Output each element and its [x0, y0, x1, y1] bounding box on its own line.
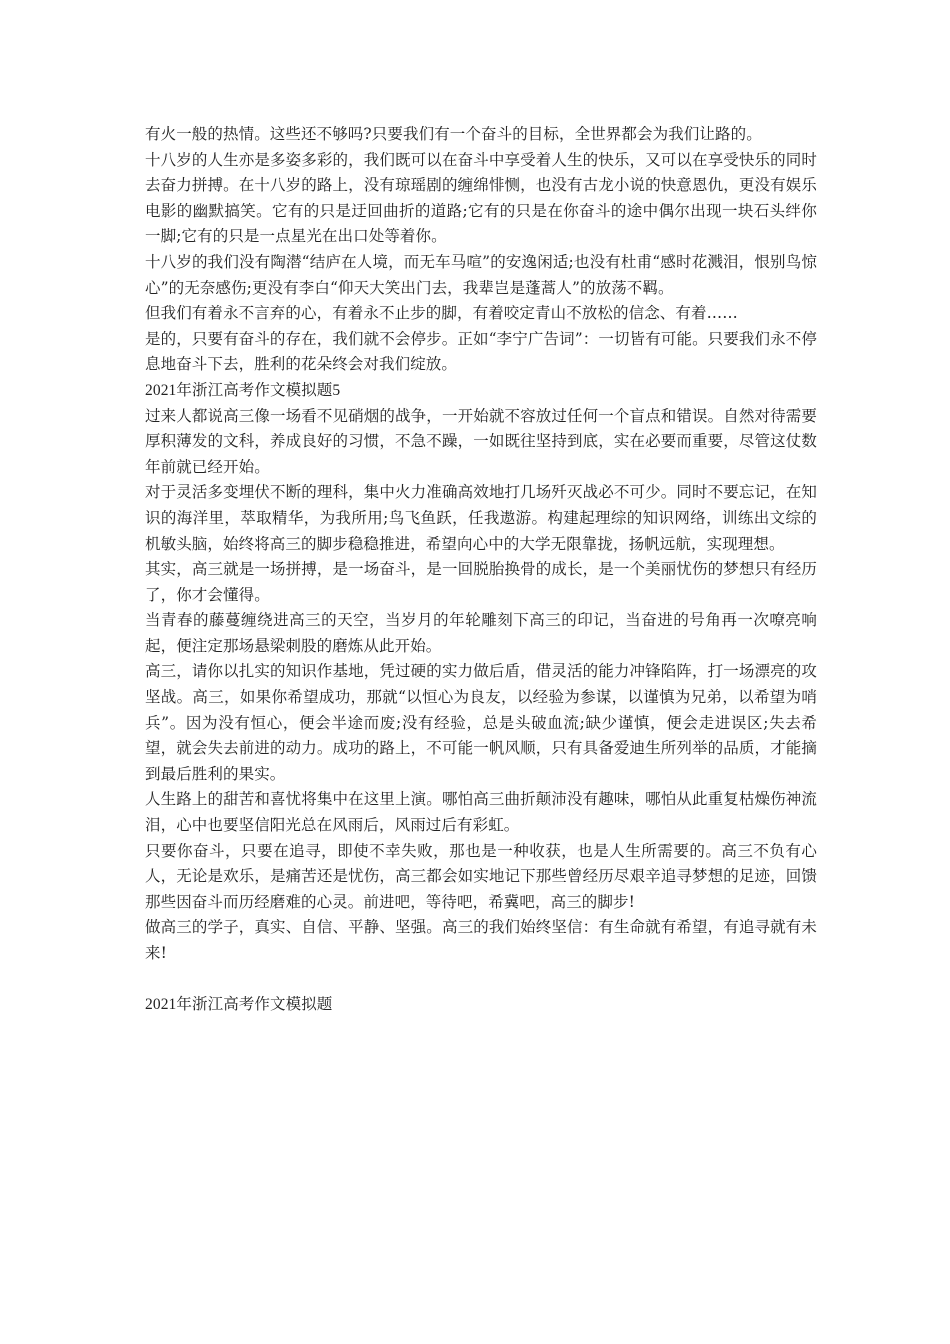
paragraph: 是的，只要有奋斗的存在，我们就不会停步。正如“李宁广告词”：一切皆有可能。只要我们永不停息地奋斗下去，胜利的花朵终会对我们绽放。	[145, 329, 817, 374]
paragraph: 其实，高三就是一场拼搏，是一场奋斗，是一回脱胎换骨的成长，是一个美丽忧伤的梦想只有经历了，你才会懂得。	[145, 560, 817, 604]
paragraph: 对于灵活多变埋伏不断的理科，集中火力准确高效地打几场歼灭战必不可少。同时不要忘记，在知识的海洋里，萃取精华，为我所用;鸟飞鱼跃，任我遨游。构建起理综的知识网络，训练出文综的机敏头脑，始终将高三的脚步稳稳推进，希望向心中的大学无限靠拢，扬帆远航，实现理想。	[145, 483, 817, 553]
paragraph: 过来人都说高三像一场看不见硝烟的战争，一开始就不容放过任何一个盲点和错误。自然对待需要厚积薄发的文科，养成良好的习惯，不急不躁，一如既往坚持到底，实在必要而重要，尽管这仗数年前就已经开始。	[145, 406, 817, 476]
paragraph: 做高三的学子，真实、自信、平静、坚强。高三的我们始终坚信：有生命就有希望，有追寻就有未来!	[145, 918, 817, 962]
paragraph: 高三，请你以扎实的知识作基地，凭过硬的实力做后盾，借灵活的能力冲锋陷阵，打一场漂亮的攻坚战。高三，如果你希望成功，那就“以恒心为良友，以经验为参谋，以谨慎为兄弟，以希望为哨兵”。因为没有恒心，便会半途而废;没有经验，总是头破血流;缺少谨慎，便会走进误区;失去希望，就会失去前进的动力。成功的路上，不可能一帆风顺，只有具备爱迪生所列举的品质，才能摘到最后胜利的果实。	[145, 662, 817, 783]
paragraph: 有火一般的热情。这些还不够吗?只要我们有一个奋斗的目标，全世界都会为我们让路的。	[145, 125, 762, 143]
paragraph: 人生路上的甜苦和喜忧将集中在这里上演。哪怕高三曲折颠沛没有趣味，哪怕从此重复枯燥伤神流泪，心中也要坚信阳光总在风雨后，风雨过后有彩虹。	[145, 790, 817, 835]
section-heading: 2021年浙江高考作文模拟题5	[145, 381, 341, 399]
paragraph: 当青春的藤蔓缠绕进高三的天空，当岁月的年轮雕刻下高三的印记，当奋进的号角再一次嘹亮响起，便注定那场悬梁刺股的磨炼从此开始。	[145, 611, 817, 655]
paragraph: 只要你奋斗，只要在追寻，即使不幸失败，那也是一种收获，也是人生所需要的。高三不负有心人，无论是欢乐，是痛苦还是忧伤，高三都会如实地记下那些曾经历尽艰辛追寻梦想的足迹，回馈那些因奋斗而历经磨难的心灵。前进吧，等待吧，希冀吧，高三的脚步!	[145, 841, 817, 911]
document-body	[145, 122, 817, 1018]
paragraph: 十八岁的我们没有陶潜“结庐在人境，而无车马喧”的安逸闲适;也没有杜甫“感时花溅泪，恨别鸟惊心”的无奈感伤;更没有李白“仰天大笑出门去，我辈岂是蓬蒿人”的放荡不羁。	[145, 252, 817, 297]
blank-line	[145, 967, 817, 993]
section-heading: 2021年浙江高考作文模拟题	[145, 996, 333, 1014]
paragraph: 十八岁的人生亦是多姿多彩的，我们既可以在奋斗中享受着人生的快乐，又可以在享受快乐的同时去奋力拼搏。在十八岁的路上，没有琼瑶剧的缠绵悱恻，也没有古龙小说的快意恩仇，更没有娱乐电影的幽默搞笑。它有的只是迂回曲折的道路;它有的只是在你奋斗的途中偶尔出现一块石头绊你一脚;它有的只是一点星光在出口处等着你。	[145, 150, 817, 246]
paragraph: 但我们有着永不言弃的心，有着永不止步的脚，有着咬定青山不放松的信念、有着……	[145, 304, 738, 323]
